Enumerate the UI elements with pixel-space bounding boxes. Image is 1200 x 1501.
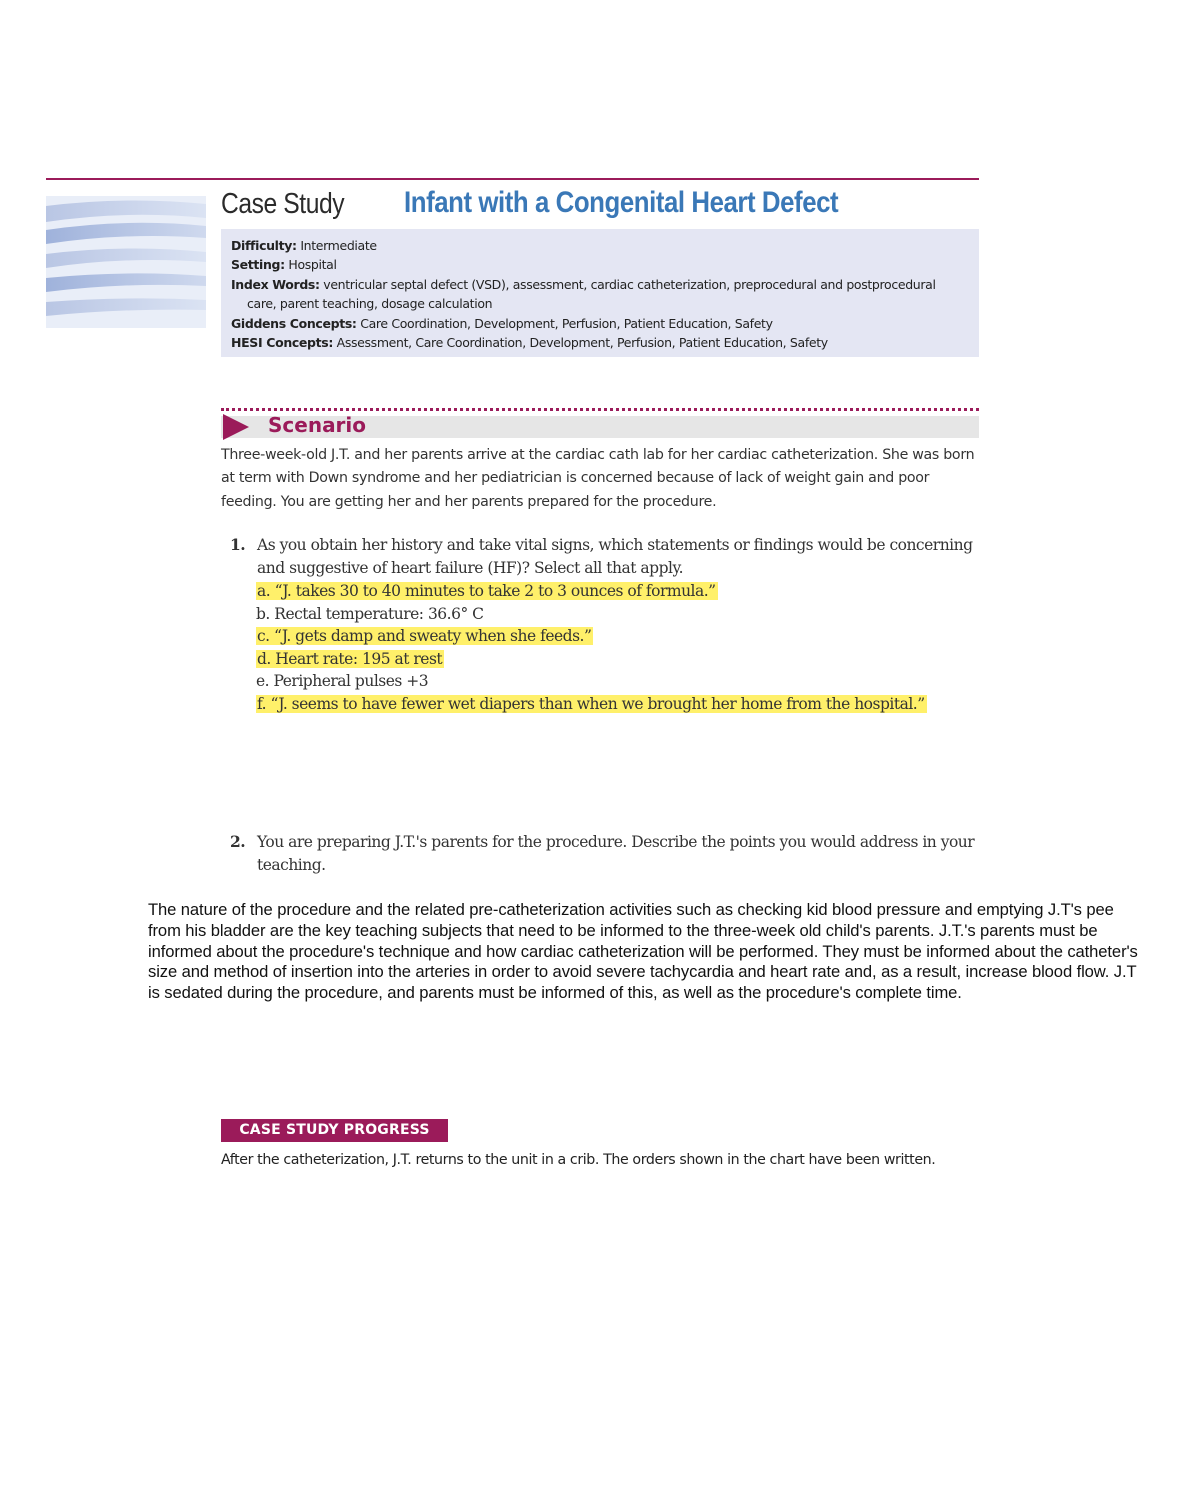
giddens-value: Care Coordination, Development, Perfusion, Patient Education, Safety xyxy=(360,315,773,331)
case-metadata-box xyxy=(221,229,979,357)
answer-option-text: c. “J. gets damp and sweaty when she feeds.” xyxy=(257,627,592,646)
header-rule xyxy=(46,178,979,180)
case-study-label: Case Study xyxy=(221,188,345,220)
difficulty-label: Difficulty: xyxy=(231,238,297,253)
setting-label: Setting: xyxy=(231,257,285,273)
scenario-dotted-rule xyxy=(221,408,979,411)
progress-text: After the catheterization, J.T. returns to the unit in a crib. The orders shown in the chart have been written. xyxy=(221,1152,936,1168)
decorative-wave-graphic xyxy=(46,196,206,328)
question-1-number: 1. xyxy=(230,535,246,554)
answer-option-text: b. Rectal temperature: 36.6° C xyxy=(256,604,484,623)
index-words-value: ventricular septal defect (VSD), assessment, cardiac catheterization, preprocedural and postprocedural xyxy=(323,276,936,292)
case-study-progress-badge: CASE STUDY PROGRESS xyxy=(221,1119,448,1142)
case-study-title: Infant with a Congenital Heart Defect xyxy=(404,186,839,219)
index-words-row xyxy=(231,275,969,294)
answer-option xyxy=(256,648,927,671)
answer-option xyxy=(256,625,927,648)
answer-option-text: e. Peripheral pulses +3 xyxy=(256,672,429,691)
giddens-row xyxy=(231,314,969,333)
hesi-row xyxy=(231,333,969,352)
student-answer: The nature of the procedure and the related pre-catheterization activities such as checking kid blood pressure and emptying J.T's pee from his bladder are the key teaching subjects that need to be informed to the three-week old child's parents. J.T.'s parents must be informed about the procedure's technique and how cardiac catheterization will be performed. They must be informed about the catheter's size and method of insertion into the arteries in order to avoid severe tachycardia and heart rate and, as a result, increase blood flow. J.T is sedated during the procedure, and parents must be informed of this, as well as the procedure's complete time. xyxy=(148,900,1138,1003)
scenario-arrow-icon xyxy=(223,414,249,440)
answer-option xyxy=(256,693,927,716)
answer-option-text: f. “J. seems to have fewer wet diapers than when we brought her home from the hospital.” xyxy=(257,694,925,713)
giddens-label: Giddens Concepts: xyxy=(231,315,357,331)
question-1-text: As you obtain her history and take vital signs, which statements or findings would be concerning and suggestive of heart failure (HF)? Select all that apply. xyxy=(257,536,973,577)
hesi-label: HESI Concepts: xyxy=(231,335,334,351)
answer-option xyxy=(256,603,927,626)
setting-value: Hospital xyxy=(288,257,337,273)
scenario-title: Scenario xyxy=(268,413,367,437)
answer-option-text: a. “J. takes 30 to 40 minutes to take 2 to 3 ounces of formula.” xyxy=(257,582,716,600)
index-words-continued: care, parent teaching, dosage calculation xyxy=(247,296,493,312)
question-1-options xyxy=(256,580,927,716)
answer-option-text: d. Heart rate: 195 at rest xyxy=(257,649,443,668)
index-words-label: Index Words: xyxy=(231,276,320,292)
question-2-text: You are preparing J.T.'s parents for the procedure. Describe the points you would address in your teaching. xyxy=(257,833,975,874)
hesi-value: Assessment, Care Coordination, Development, Perfusion, Patient Education, Safety xyxy=(336,335,828,351)
difficulty-row xyxy=(231,236,969,255)
question-2-number: 2. xyxy=(230,832,246,851)
scenario-text: Three-week-old J.T. and her parents arrive at the cardiac cath lab for her cardiac catheterization. She was born at term with Down syndrome and her pediatrician is concerned because of lack of weight gain and poor feeding. You are getting her and her parents prepared for the procedure. xyxy=(221,447,975,510)
answer-option xyxy=(256,670,927,693)
answer-option xyxy=(256,580,927,603)
difficulty-value: Intermediate xyxy=(300,238,377,253)
setting-row xyxy=(231,255,969,274)
